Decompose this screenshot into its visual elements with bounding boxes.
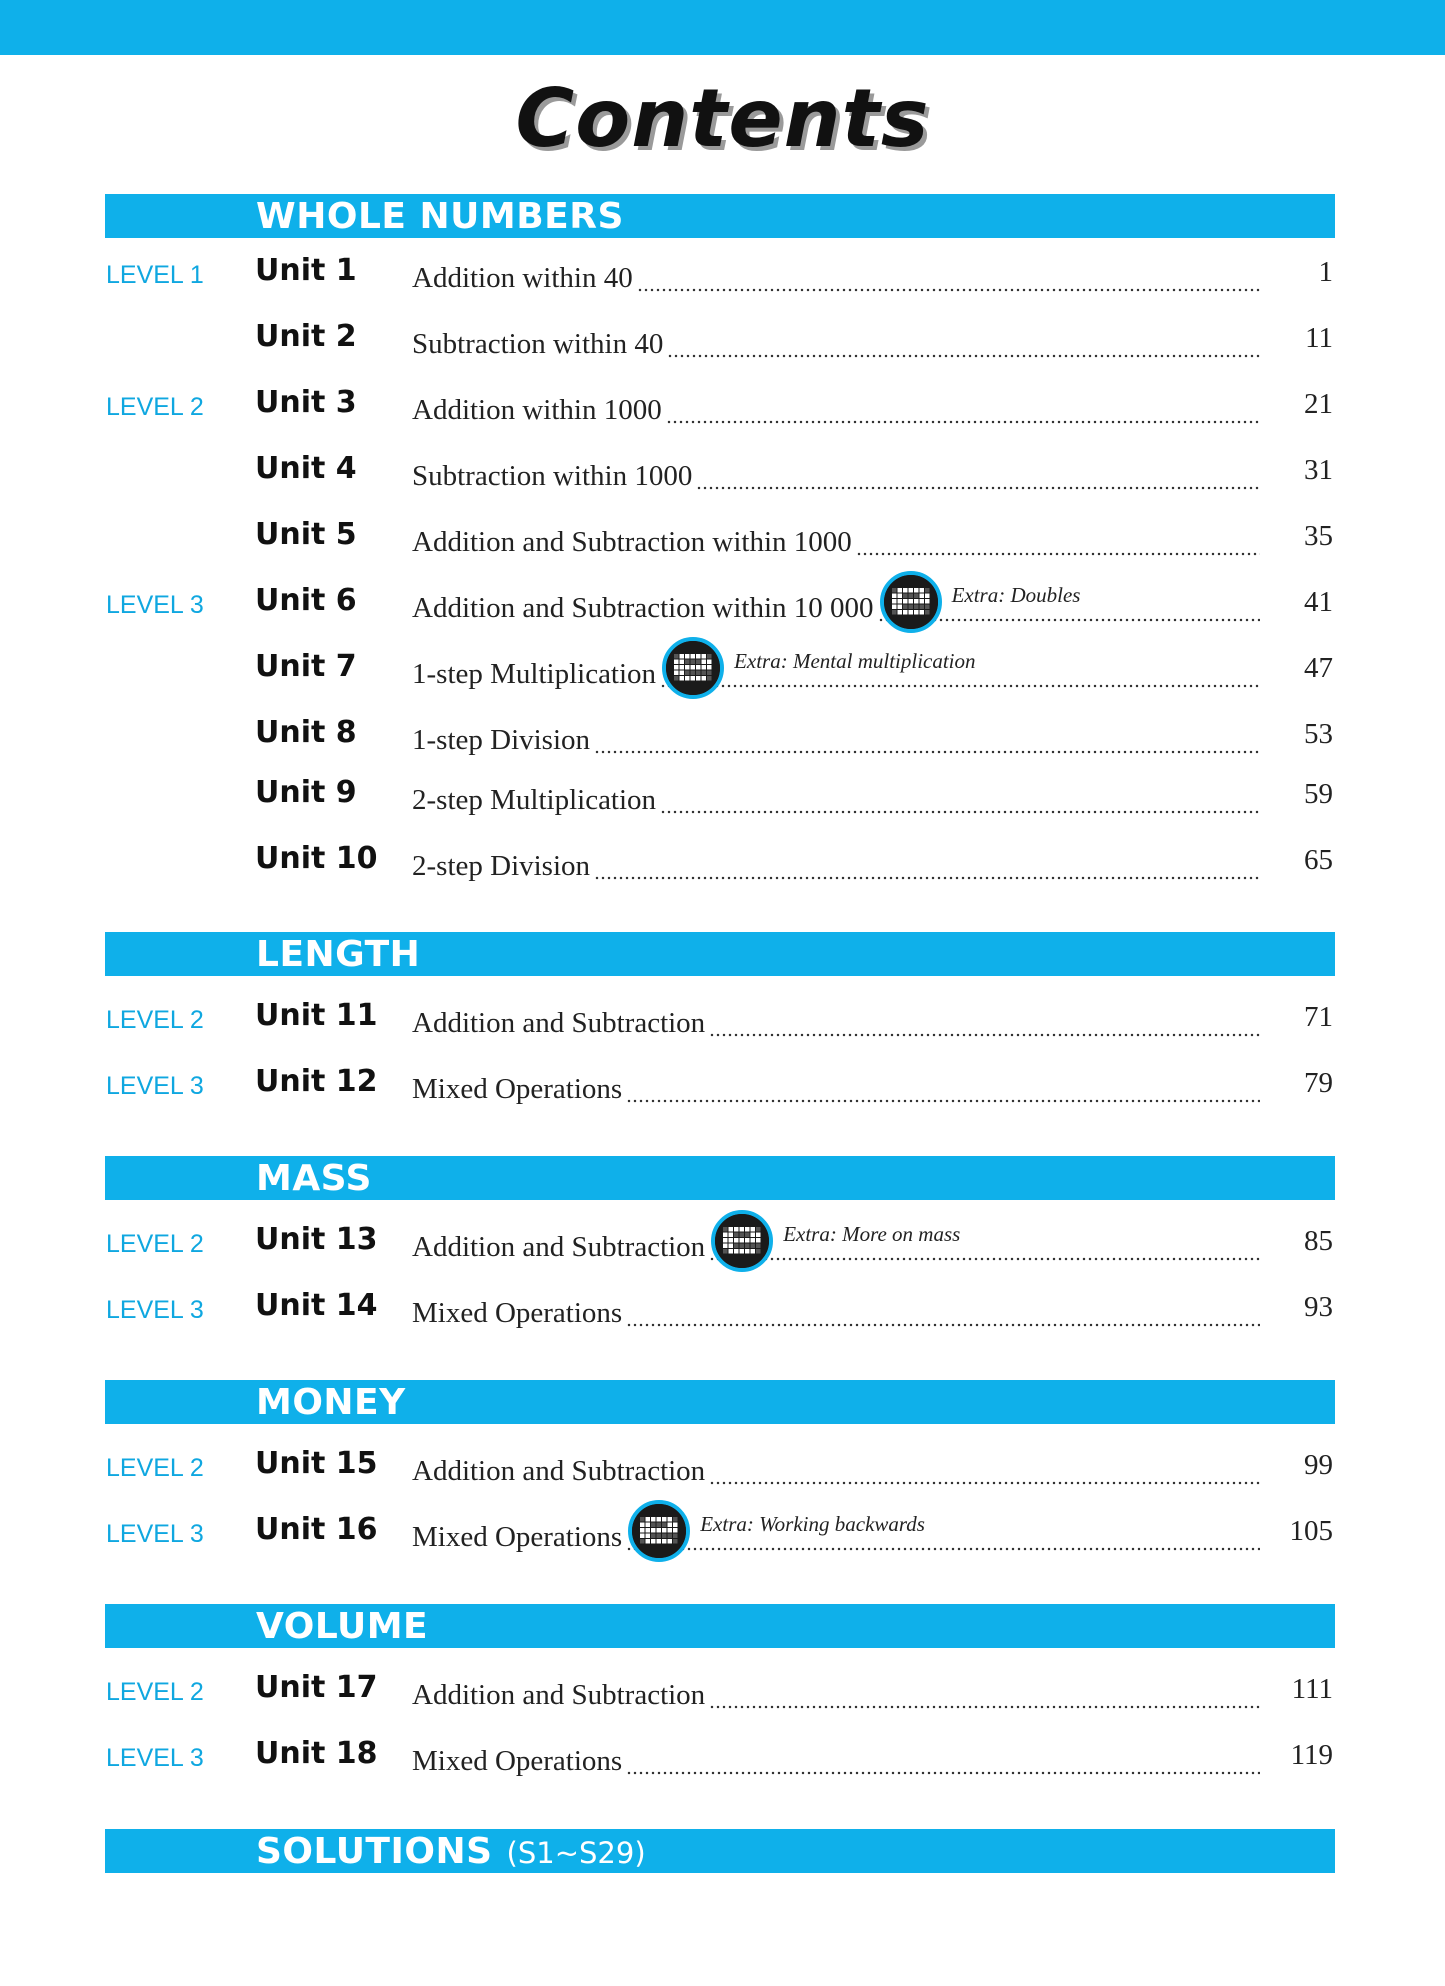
unit-label: Unit 5	[255, 517, 357, 552]
entry-line	[412, 1514, 1260, 1554]
dot-leader	[594, 849, 1260, 883]
toc-row[interactable]	[0, 645, 1445, 695]
toc-row[interactable]	[0, 771, 1445, 821]
unit-label: Unit 1	[255, 253, 357, 288]
toc-row[interactable]	[0, 249, 1445, 299]
entry-line	[412, 843, 1260, 883]
entry-line	[412, 321, 1260, 361]
unit-title: Addition and Subtraction	[412, 1231, 706, 1263]
dot-leader	[709, 1222, 1260, 1264]
page-number: 47	[1304, 652, 1333, 684]
entry-line	[412, 387, 1260, 427]
top-accent-bar	[0, 0, 1445, 55]
toc-row[interactable]	[0, 1060, 1445, 1110]
toc-row[interactable]	[0, 315, 1445, 365]
page-number: 41	[1304, 586, 1333, 618]
page-number: 119	[1290, 1739, 1333, 1771]
level-label: LEVEL 2	[106, 1006, 204, 1034]
page-number: 79	[1304, 1067, 1333, 1099]
page-number: 11	[1305, 322, 1333, 354]
toc-row[interactable]	[0, 1442, 1445, 1492]
dot-leader	[709, 1454, 1260, 1488]
solutions-range: (S1~S29)	[506, 1836, 646, 1870]
unit-label: Unit 6	[255, 583, 357, 618]
page-number: 31	[1304, 454, 1333, 486]
unit-title: 2-step Multiplication	[412, 784, 657, 816]
toc-row[interactable]	[0, 837, 1445, 887]
section-heading-mass[interactable]	[105, 1156, 1335, 1200]
unit-title: Mixed Operations	[412, 1521, 623, 1553]
unit-title: Addition and Subtraction within 1000	[412, 526, 852, 558]
unit-title: Addition and Subtraction	[412, 1679, 706, 1711]
page-number: 105	[1289, 1515, 1333, 1547]
unit-title: Mixed Operations	[412, 1745, 623, 1777]
dot-leader	[626, 1512, 1260, 1554]
level-label: LEVEL 3	[106, 1520, 204, 1548]
section-heading-length[interactable]	[105, 932, 1335, 976]
toc-row[interactable]	[0, 447, 1445, 497]
unit-label: Unit 18	[255, 1736, 378, 1771]
unit-title: Subtraction within 40	[412, 328, 664, 360]
page-number: 53	[1304, 718, 1333, 750]
page-number: 65	[1304, 844, 1333, 876]
unit-title: Mixed Operations	[412, 1297, 623, 1329]
dot-leader	[637, 261, 1260, 295]
extra-label: Extra: Working backwards	[700, 1512, 925, 1536]
page-number: 93	[1304, 1291, 1333, 1323]
entry-line	[412, 1066, 1260, 1106]
dot-leader	[660, 649, 1260, 691]
toc-row[interactable]	[0, 1508, 1445, 1558]
page-title: Contents	[515, 72, 930, 165]
unit-label: Unit 7	[255, 649, 357, 684]
entry-line	[412, 777, 1260, 817]
extra-e-icon[interactable]	[880, 571, 942, 633]
toc-row[interactable]	[0, 579, 1445, 629]
dot-leader	[626, 1744, 1260, 1778]
toc-row[interactable]	[0, 1284, 1445, 1334]
unit-label: Unit 11	[255, 998, 378, 1033]
section-heading-solutions[interactable]	[105, 1829, 1335, 1873]
dot-leader	[626, 1296, 1260, 1330]
extra-e-icon[interactable]	[628, 1500, 690, 1562]
extra-label: Extra: More on mass	[783, 1222, 961, 1246]
toc-row[interactable]	[0, 1666, 1445, 1716]
extra-e-icon[interactable]	[662, 637, 724, 699]
unit-label: Unit 3	[255, 385, 357, 420]
page-number: 21	[1304, 388, 1333, 420]
unit-title: Subtraction within 1000	[412, 460, 693, 492]
toc-row[interactable]	[0, 381, 1445, 431]
section-title: WHOLE NUMBERS	[256, 196, 624, 237]
page-number: 99	[1304, 1449, 1333, 1481]
toc-row[interactable]	[0, 1218, 1445, 1268]
level-label: LEVEL 2	[106, 1230, 204, 1258]
section-heading-whole-numbers[interactable]	[105, 194, 1335, 238]
extra-label: Extra: Doubles	[951, 583, 1081, 607]
page-number: 59	[1304, 778, 1333, 810]
unit-title: Addition within 1000	[412, 394, 662, 426]
toc-row[interactable]	[0, 711, 1445, 761]
unit-title: 1-step Division	[412, 724, 591, 756]
unit-label: Unit 2	[255, 319, 357, 354]
unit-title: 1-step Multiplication	[412, 658, 657, 690]
unit-label: Unit 14	[255, 1288, 378, 1323]
dot-leader	[709, 1006, 1260, 1040]
dot-leader	[696, 459, 1260, 493]
level-label: LEVEL 1	[106, 261, 204, 289]
unit-title: Addition and Subtraction	[412, 1455, 706, 1487]
dot-leader	[626, 1072, 1260, 1106]
entry-line	[412, 1224, 1260, 1264]
unit-label: Unit 12	[255, 1064, 378, 1099]
entry-line	[412, 1290, 1260, 1330]
entry-line	[412, 717, 1260, 757]
dot-leader	[594, 723, 1260, 757]
toc-row[interactable]	[0, 513, 1445, 563]
unit-label: Unit 17	[255, 1670, 378, 1705]
solutions-title: SOLUTIONS	[256, 1831, 493, 1872]
section-title: LENGTH	[256, 934, 421, 975]
unit-label: Unit 9	[255, 775, 357, 810]
unit-label: Unit 16	[255, 1512, 378, 1547]
page-number: 71	[1304, 1001, 1333, 1033]
extra-e-icon[interactable]	[711, 1210, 773, 1272]
page-number: 1	[1318, 256, 1333, 288]
entry-line	[412, 1448, 1260, 1488]
unit-label: Unit 10	[255, 841, 378, 876]
page-number: 111	[1291, 1673, 1333, 1705]
level-label: LEVEL 3	[106, 1072, 204, 1100]
section-heading-volume[interactable]	[105, 1604, 1335, 1648]
unit-label: Unit 4	[255, 451, 357, 486]
dot-leader	[667, 327, 1260, 361]
entry-line	[412, 585, 1260, 625]
unit-title: 2-step Division	[412, 850, 591, 882]
dot-leader	[878, 583, 1260, 625]
entry-line	[412, 519, 1260, 559]
entry-line	[412, 255, 1260, 295]
dot-leader	[666, 393, 1260, 427]
toc-row[interactable]	[0, 994, 1445, 1044]
entry-line	[412, 1672, 1260, 1712]
section-title: VOLUME	[256, 1606, 429, 1647]
entry-line	[412, 453, 1260, 493]
unit-label: Unit 15	[255, 1446, 378, 1481]
page-number: 85	[1304, 1225, 1333, 1257]
level-label: LEVEL 2	[106, 1454, 204, 1482]
section-title: MONEY	[256, 1382, 406, 1423]
level-label: LEVEL 3	[106, 591, 204, 619]
unit-label: Unit 13	[255, 1222, 378, 1257]
level-label: LEVEL 3	[106, 1744, 204, 1772]
level-label: LEVEL 2	[106, 1678, 204, 1706]
level-label: LEVEL 2	[106, 393, 204, 421]
toc-row[interactable]	[0, 1732, 1445, 1782]
unit-title: Addition and Subtraction within 10 000	[412, 592, 874, 624]
extra-label: Extra: Mental multiplication	[734, 649, 976, 673]
page-number: 35	[1304, 520, 1333, 552]
entry-line	[412, 651, 1260, 691]
section-title: MASS	[256, 1158, 372, 1199]
section-heading-money[interactable]	[105, 1380, 1335, 1424]
unit-label: Unit 8	[255, 715, 357, 750]
level-label: LEVEL 3	[106, 1296, 204, 1324]
dot-leader	[660, 783, 1260, 817]
section-title	[256, 1829, 646, 1873]
unit-title: Addition within 40	[412, 262, 633, 294]
dot-leader	[709, 1678, 1260, 1712]
entry-line	[412, 1738, 1260, 1778]
dot-leader	[856, 525, 1260, 559]
unit-title: Mixed Operations	[412, 1073, 623, 1105]
unit-title: Addition and Subtraction	[412, 1007, 706, 1039]
entry-line	[412, 1000, 1260, 1040]
